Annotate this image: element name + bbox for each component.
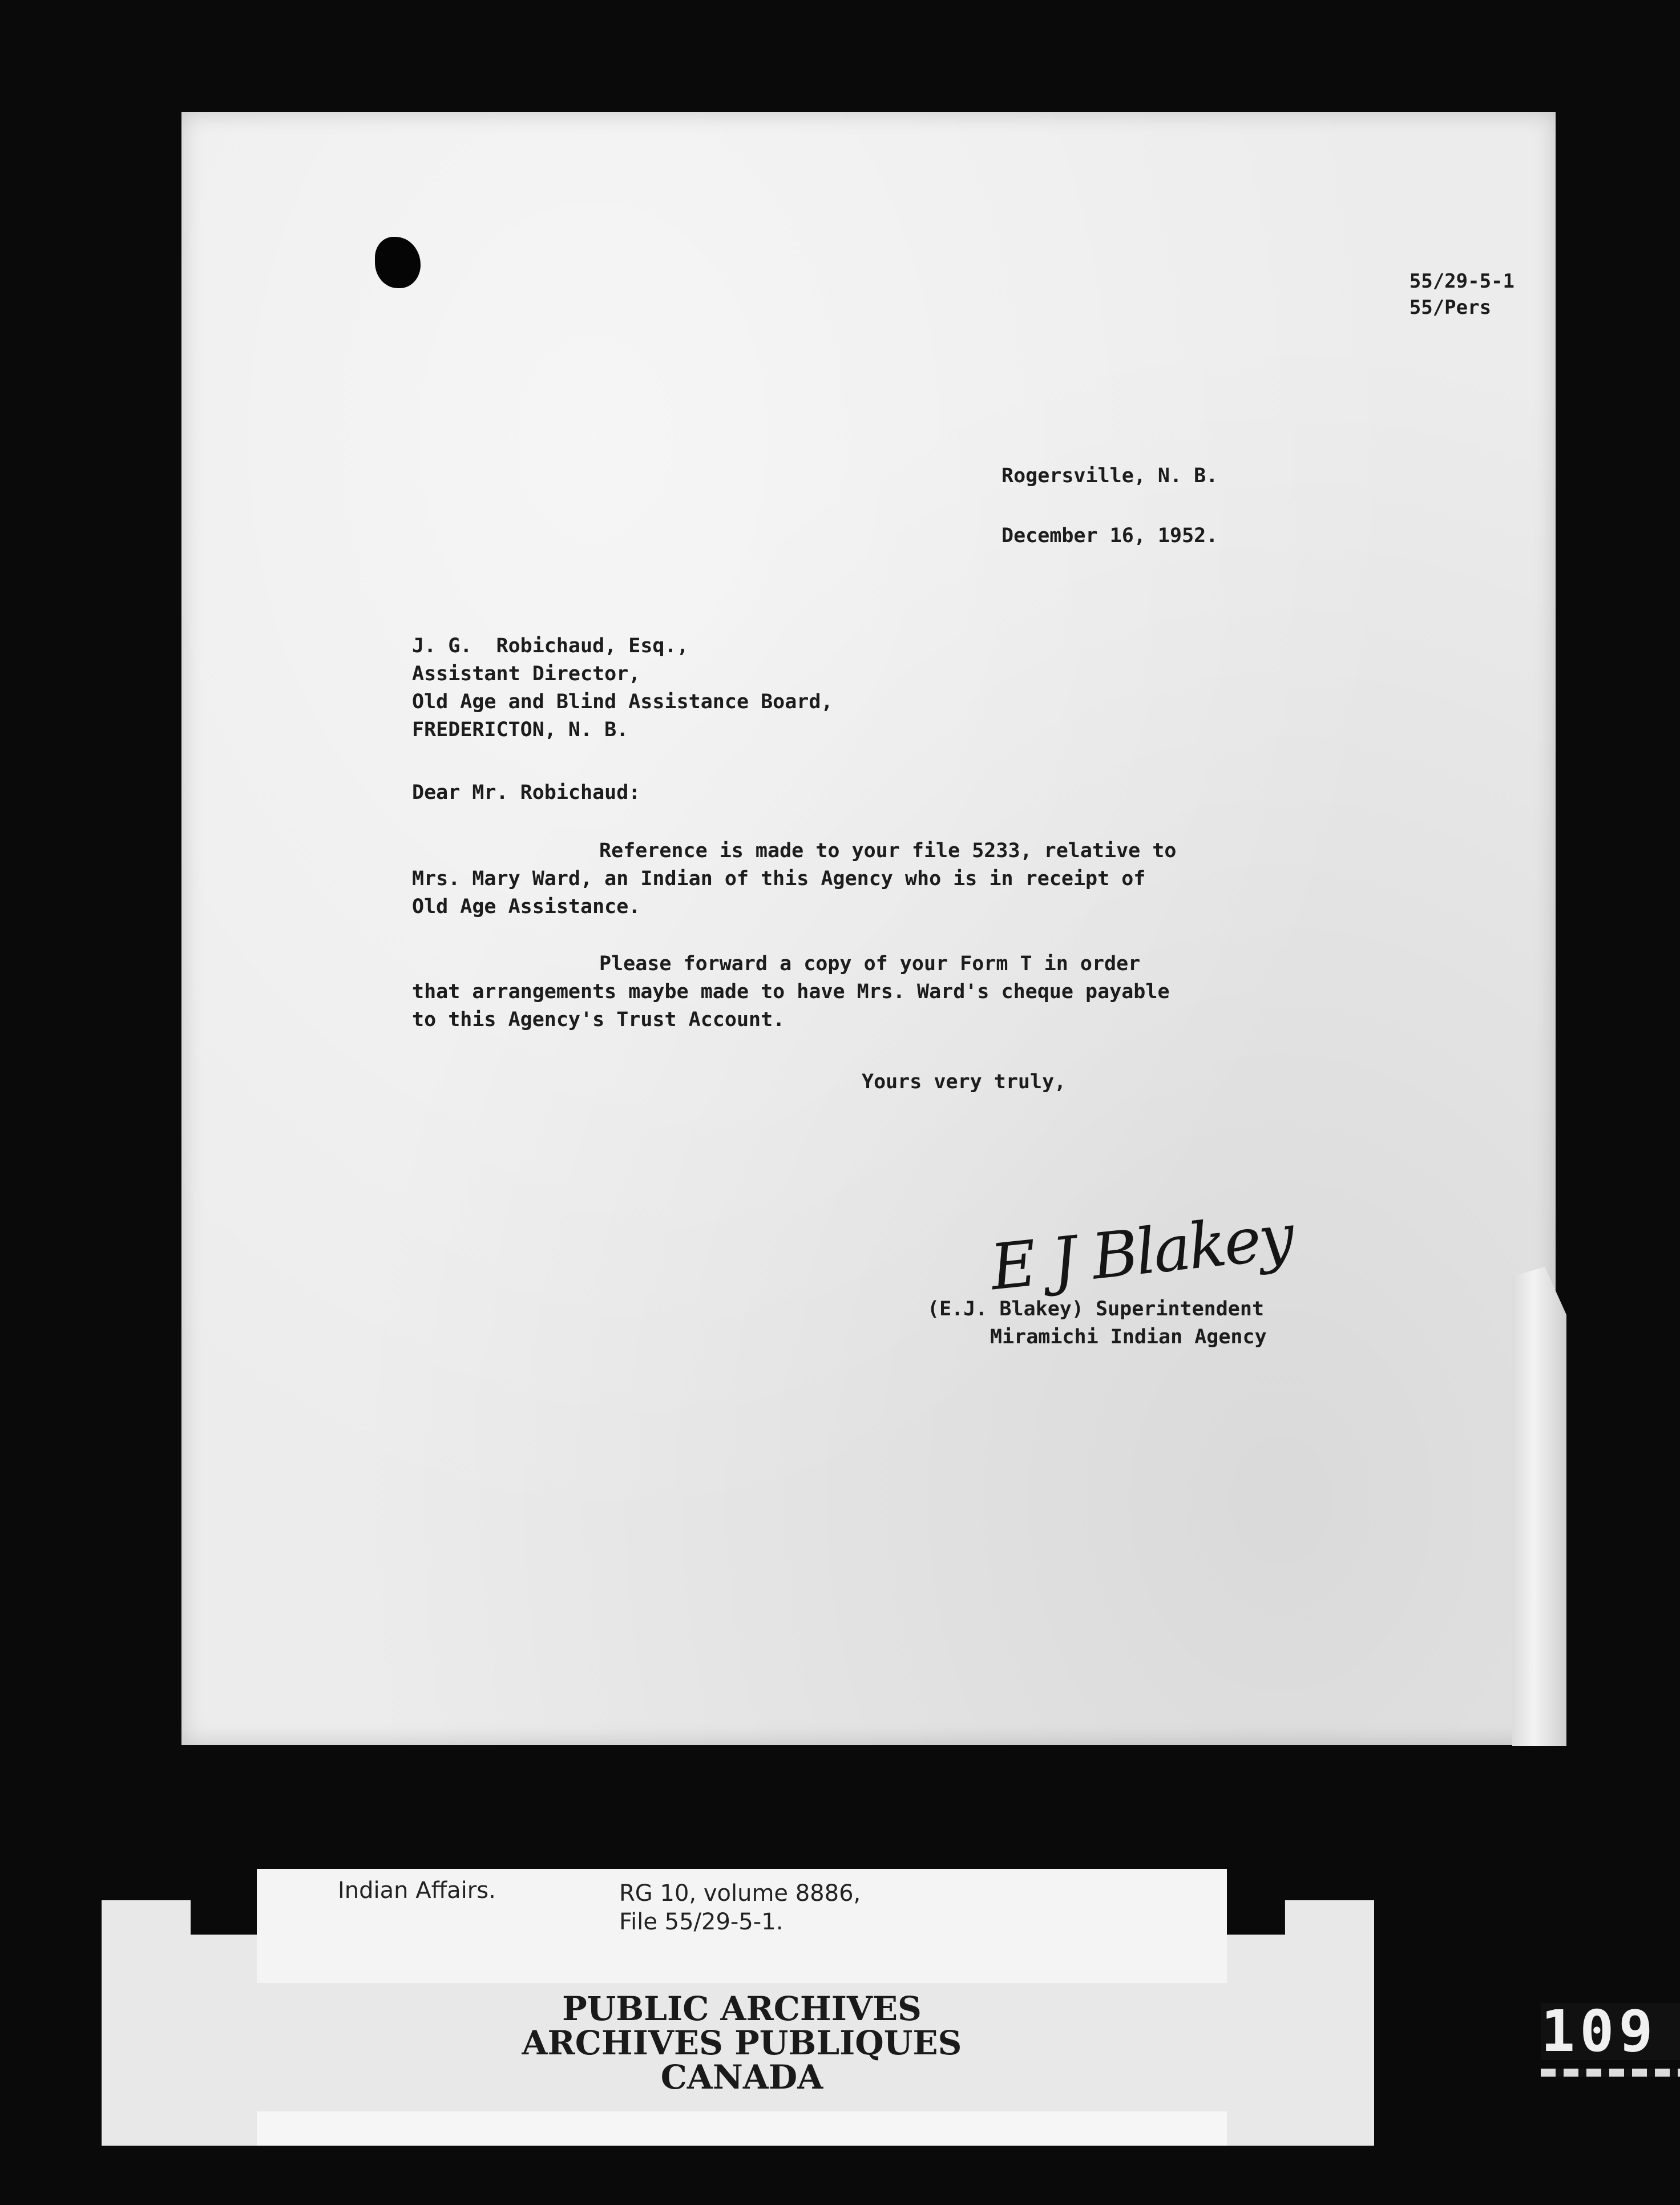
folded-page-edge bbox=[1512, 1267, 1566, 1746]
signer-agency: Miramichi Indian Agency bbox=[990, 1326, 1267, 1348]
archives-stamp bbox=[457, 1989, 1027, 2097]
paragraph-1-line-3: Old Age Assistance. bbox=[412, 895, 641, 918]
letter-sheet bbox=[181, 112, 1556, 1745]
archive-reference-line1: RG 10, volume 8886, bbox=[619, 1880, 861, 1907]
archive-collection: Indian Affairs. bbox=[338, 1877, 496, 1904]
handwritten-signature: E J Blakey bbox=[987, 1200, 1296, 1305]
signer-name-title: (E.J. Blakey) Superintendent bbox=[927, 1298, 1265, 1320]
letter-place: Rogersville, N. B. bbox=[1001, 465, 1218, 487]
recipient-title: Assistant Director, bbox=[412, 663, 641, 685]
archives-country: CANADA bbox=[660, 2058, 823, 2097]
salutation: Dear Mr. Robichaud: bbox=[412, 781, 641, 804]
archive-label-strip bbox=[257, 2111, 1227, 2146]
paragraph-1-line-1: Reference is made to your file 5233, relative to bbox=[599, 839, 1177, 862]
recipient-city: FREDERICTON, N. B. bbox=[412, 718, 629, 741]
archives-en: PUBLIC ARCHIVES bbox=[562, 1989, 922, 2028]
closing: Yours very truly, bbox=[862, 1071, 1067, 1093]
paragraph-2-line-2: that arrangements maybe made to have Mrs. Ward's cheque payable bbox=[412, 980, 1170, 1003]
file-reference-line1: 55/29-5-1 bbox=[1409, 270, 1515, 293]
letter-date: December 16, 1952. bbox=[1001, 524, 1218, 547]
archive-reference-line2: File 55/29-5-1. bbox=[619, 1909, 784, 1935]
archives-fr: ARCHIVES PUBLIQUES bbox=[522, 2024, 962, 2062]
file-reference bbox=[1410, 268, 1515, 321]
paragraph-1-line-2: Mrs. Mary Ward, an Indian of this Agency who is in receipt of bbox=[412, 867, 1146, 890]
file-reference-line2: 55/Pers bbox=[1409, 296, 1492, 319]
paragraph-2-line-1: Please forward a copy of your Form T in order bbox=[599, 952, 1141, 975]
frame-number-marks bbox=[1541, 2069, 1680, 2077]
paragraph-2-line-3: to this Agency's Trust Account. bbox=[412, 1008, 785, 1031]
frame-number: 109 bbox=[1541, 2003, 1680, 2060]
recipient-organization: Old Age and Blind Assistance Board, bbox=[412, 690, 833, 713]
recipient-name: J. G. Robichaud, Esq., bbox=[412, 635, 689, 657]
